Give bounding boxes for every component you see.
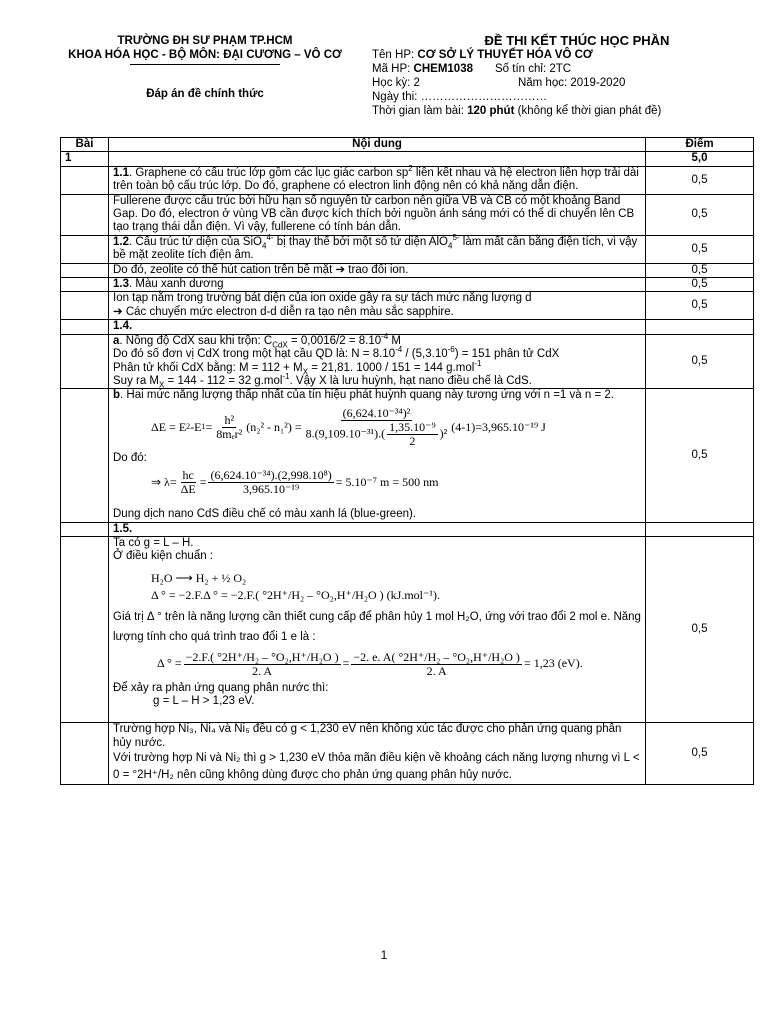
energy-equation: ΔE = E 2 -E 1 = $\frac{\text{h²}}{\text{8mₑr²}}$ (n₂² - n₁²) = (6,624.10⁻³⁴)² 8.(9,109.10⁻³¹).( $\frac{\text{1,35.10⁻⁹}}{2}$ )² (4-1)=3,965.10⁻¹⁹ J (151, 405, 546, 448)
table-row: Ion tạp nằm trong trường bát diện của ion oxide gây ra sự tách mức năng lượng d ➔ Các chuyển mức electron d-d diễn ra tạo nên màu sắc sapphire. 0,5 (61, 292, 754, 320)
course-row: Tên HP: CƠ SỞ LÝ THUYẾT HÓA VÔ CƠ (372, 49, 593, 61)
table-row: b. Hai mức năng lượng thấp nhất của tín hiệu phát huỳnh quang này tương ứng với n =1 và n = 2. ΔE = E 2 -E 1 = $\frac{\text{h²}}{\text{8mₑr²}}$ (n₂² - n₁²) = (6,624.10⁻³⁴)² 8.(9,109.10⁻³¹).( $\frac{\text{1,35.10⁻⁹}}{2}$ )² (4-1)=3,965.10⁻¹⁹ J Do đó: ⇒ λ= $\frac{hc}{\Delta E}$ = $\frac{\text{(6,624.10⁻³⁴).(2,998.10⁸)}}{\text{3,965.10⁻¹⁹}}$ = 5.10⁻⁷ m = 500 nm Dung dịch nano CdS điều chế có màu xanh lá (blue-green). 0,5 (61, 389, 754, 522)
page-number: 1 (380, 948, 388, 962)
table-row: Fullerene được cấu trúc bởi hữu hạn số nguyên tử carbon nên giữa VB và CB có một khoảng Band Gap. Do đó, electron ở vùng VB cần được kích thích bởi nguồn ánh sáng mới có thể di chuyển lên CB tạo trạng thái dẫn điện. Vì vậy, fullerene có tính bán dẫn. 0,5 (61, 194, 754, 235)
col-score: Điểm (646, 138, 754, 152)
col-content: Nội dung (109, 138, 646, 152)
table-header (61, 138, 754, 152)
table-row-bai: 1 5,0 (61, 152, 754, 166)
table-row: 1.3. Màu xanh dương 0,5 (61, 278, 754, 292)
faculty-name: KHOA HÓA HỌC - BỘ MÔN: ĐẠI CƯƠNG – VÔ CƠ (68, 49, 342, 61)
table-row: 1.4. (61, 320, 754, 334)
semester: 2 (413, 77, 420, 89)
table-row: 1.5. (61, 522, 754, 536)
table-row: 1.1. Graphene có cấu trúc lớp gồm các lục giác carbon $sp^2$ liên kết nhau và hệ electron liên hợp trải dài trên toàn bộ cấu trúc lớp. Do đó, graphene có electron linh động nên có khả năng dẫn điện. 0,5 (61, 166, 754, 194)
answer-table (60, 137, 754, 785)
water-split-reaction: H₂O ⟶ H₂ + ½ O₂ (151, 570, 247, 585)
col-bai: Bài (61, 138, 109, 152)
course-name: CƠ SỞ LÝ THUYẾT HÓA VÔ CƠ (417, 49, 593, 61)
school-year: Năm học: 2019-2020 (517, 77, 626, 89)
gibbs-equation: Δ ° = −2.F.Δ ° = −2.F.( °2H⁺/H₂ – °O₂,H⁺/H₂O ) (kJ.mol⁻¹). (151, 588, 440, 603)
header-divider (130, 64, 280, 65)
semester-row: Học kỳ: 2 Năm học: 2019-2020 (372, 77, 626, 89)
energy-per-electron-equation: Δ ° = $\frac{\text{−2.F.( °2H⁺/H₂ – °O₂,H⁺/H₂O )}}{2. A}$ = $\frac{\text{−2. e. A( °2H⁺/H₂ – °O₂,H⁺/H₂O )}}{2. A}$ = 1,23 (eV). (157, 649, 583, 678)
course-code: CHEM1038 (413, 63, 473, 75)
code-row: Mã HP: CHEM1038 Số tín chỉ: 2TC (372, 63, 572, 75)
exam-title: ĐỀ THI KẾT THÚC HỌC PHẦN (484, 33, 670, 48)
wavelength-equation: ⇒ λ= $\frac{hc}{\Delta E}$ = $\frac{\text{(6,624.10⁻³⁴).(2,998.10⁸)}}{\text{3,965.10⁻¹⁹}}$ = 5.10⁻⁷ m = 500 nm (151, 468, 439, 497)
time-row: Thời gian làm bài: 120 phút (không kể thời gian phát đề) (372, 105, 662, 117)
school-name: TRƯỜNG ĐH SƯ PHẠM TP.HCM (117, 35, 293, 47)
table-row: Ta có g = L – H. Ở điều kiện chuẩn : H₂O ⟶ H₂ + ½ O₂ Δ ° = −2.F.Δ ° = −2.F.( °2H⁺/H₂ – °O₂,H⁺/H₂O ) (kJ.mol⁻¹). Giá trị Δ ° trên là năng lượng cần thiết cung cấp để phân hủy 1 mol H₂O, ứng với trao đổi 2 mol e. Năng lượng tính cho quá trình trao đổi 1 e là : Δ ° = $\frac{\text{−2.F.( °2H⁺/H₂ – °O₂,H⁺/H₂O )}}{2. A}$ = $\frac{\text{−2. e. A( °2H⁺/H₂ – °O₂,H⁺/H₂O )}}{2. A}$ = 1,23 (eV). Để xảy ra phản ứng quang phân nước thì: g = L – H > 1,23 eV. 0,5 (61, 536, 754, 722)
table-row: Do đó, zeolite có thể hút cation trên bề mặt ➔ trao đổi ion. 0,5 (61, 263, 754, 277)
answer-label: Đáp án đề chính thức (146, 88, 264, 100)
header-right (372, 34, 752, 118)
credits: Số tín chỉ: 2TC (495, 63, 572, 75)
exam-date: Ngày thi: …………………………… (372, 91, 548, 103)
table-row: Trường hợp Ni₃, Ni₄ và Ni₅ đều có g < 1,230 eV nên không xúc tác được cho phản ứng quang phân hủy nước. Với trường hợp Ni và Ni₂ thì g > 1,230 eV thỏa mãn điều kiện về khoảng cách năng lượng nhưng vì L < 0 = °2H⁺/H₂ nên cũng không dùng được cho phản ứng quang phân hủy nước. 0,5 (61, 723, 754, 785)
table-row: 1.2. Cấu trúc tứ diện của SiO$_4^{4-}$ bị thay thế bởi một số tứ diện AlO$_4^{5-}$ làm mất cân bằng điện tích, vì vậy bề mặt zeolite tích điện âm. 0,5 (61, 235, 754, 263)
header-left (60, 34, 350, 101)
table-row: a. Nồng độ CdX sau khi trộn: $C_{CdX} = 0,0016/2 = 8.10^{-4}$ M Do đó số đơn vị CdX trong một hạt cầu QD là: $N = 8.10^{-4} / (5,3.10^{-6}) = 151$ phân tử CdX Phân tử khối CdX bằng: $M = 112 + M_X = 21,81$. 1000 / 151 = 144 g.mol$^{-1}$ Suy ra $M_X = 144 - 112 = 32$ g.mol$^{-1}$. Vậy X là lưu huỳnh, hạt nano điều chế là CdS. 0,5 (61, 334, 754, 389)
